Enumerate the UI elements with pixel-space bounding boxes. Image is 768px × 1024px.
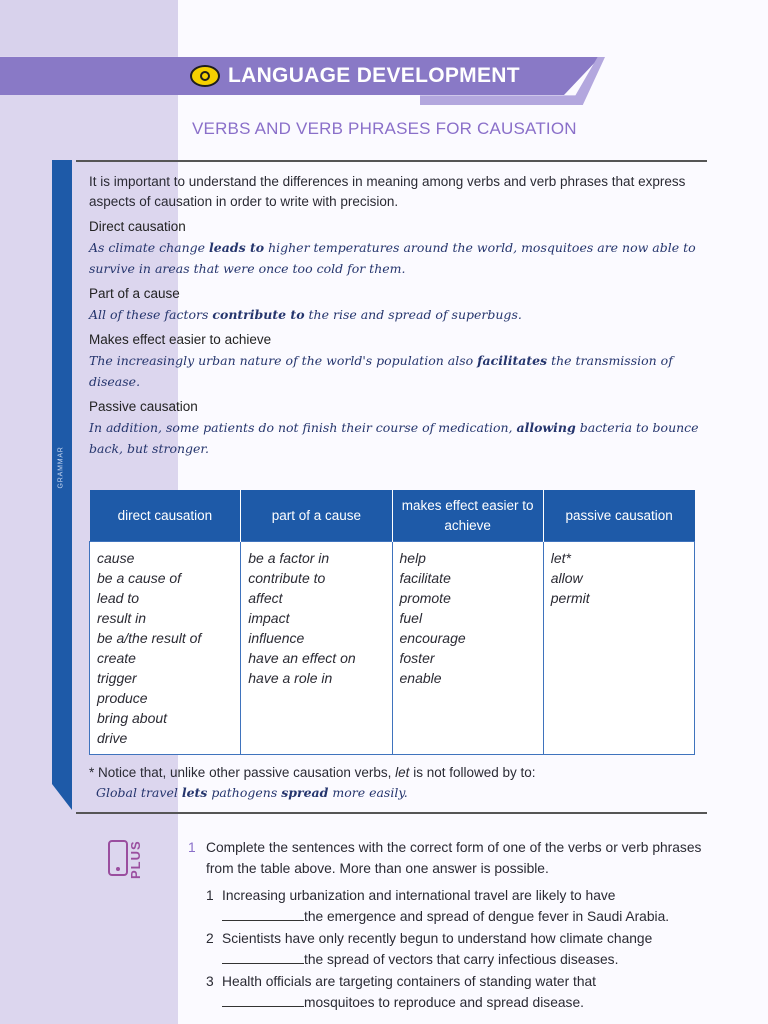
item-text: Health officials are targeting containers of standing water that bbox=[222, 974, 597, 989]
verb-item: facilitate bbox=[399, 570, 451, 586]
verb-item: impact bbox=[248, 610, 290, 626]
item-text: Scientists have only recently begun to understand how climate change bbox=[222, 931, 653, 946]
grammar-box bbox=[89, 172, 699, 459]
example-keyword: spread bbox=[281, 785, 329, 800]
verb-item: have an effect on bbox=[248, 650, 356, 666]
section-heading: Makes effect easier to achieve bbox=[89, 332, 272, 347]
example-text: In addition, some patients do not finish their course of medication, bbox=[89, 420, 517, 435]
item-text: Increasing urbanization and international travel are likely to have bbox=[222, 888, 616, 903]
section-makes-effect-easier bbox=[89, 331, 699, 392]
example-keyword: leads to bbox=[209, 240, 265, 255]
verb-item: affect bbox=[248, 590, 283, 606]
example-sentence bbox=[89, 350, 699, 392]
verb-item: enable bbox=[399, 670, 442, 686]
verb-item: allow bbox=[550, 570, 583, 586]
verb-item: fuel bbox=[399, 610, 423, 626]
section-part-of-cause bbox=[89, 285, 699, 325]
section-heading: Passive causation bbox=[89, 399, 198, 414]
item-number: 1 bbox=[206, 888, 214, 903]
example-text: bacteria to bounce back, but stronger. bbox=[89, 420, 699, 456]
table-header-row bbox=[90, 490, 695, 542]
verb-item: be a factor in bbox=[248, 550, 330, 566]
top-divider bbox=[76, 160, 707, 162]
example-sentence bbox=[89, 237, 699, 279]
verb-item: let* bbox=[550, 550, 571, 566]
verb-item: promote bbox=[399, 590, 451, 606]
example-keyword: facilitates bbox=[477, 353, 548, 368]
verb-item: permit bbox=[550, 590, 590, 606]
footnote bbox=[89, 765, 536, 780]
example-text: more easily. bbox=[328, 785, 408, 800]
column-makes-effect-easier bbox=[392, 542, 543, 755]
example-text: the rise and spread of superbugs. bbox=[304, 307, 522, 322]
left-corner-band bbox=[0, 0, 178, 56]
banner-title: LANGUAGE DEVELOPMENT bbox=[228, 64, 520, 87]
grammar-tab-label: GRAMMAR bbox=[57, 446, 65, 489]
causation-verbs-table bbox=[89, 490, 695, 755]
column-header: passive causation bbox=[543, 490, 694, 542]
example-text: The increasingly urban nature of the world's population also bbox=[89, 353, 478, 368]
item-number: 2 bbox=[206, 931, 214, 946]
verb-item: result in bbox=[97, 610, 147, 626]
verb-item: foster bbox=[399, 650, 435, 666]
answer-blank[interactable] bbox=[222, 949, 304, 964]
phone-icon bbox=[108, 840, 128, 876]
verb-item: trigger bbox=[97, 670, 137, 686]
example-sentence bbox=[89, 417, 699, 459]
verb-item: create bbox=[97, 650, 136, 666]
example-text: pathogens bbox=[207, 785, 282, 800]
section-subtitle: VERBS AND VERB PHRASES FOR CAUSATION bbox=[192, 119, 577, 138]
verb-item: be a/the result of bbox=[97, 630, 202, 646]
verb-item: contribute to bbox=[248, 570, 326, 586]
example-text: Global travel bbox=[96, 785, 182, 800]
item-text: the spread of vectors that carry infectious diseases. bbox=[304, 952, 619, 967]
column-part-of-cause bbox=[241, 542, 392, 755]
section-direct-causation bbox=[89, 218, 699, 279]
exercise-item bbox=[206, 928, 706, 970]
verb-item: be a cause of bbox=[97, 570, 182, 586]
column-header: part of a cause bbox=[241, 490, 392, 542]
section-heading: Direct causation bbox=[89, 219, 186, 234]
example-keyword: contribute to bbox=[212, 307, 305, 322]
exercise-number: 1 bbox=[188, 840, 196, 855]
example-text: higher temperatures around the world, mosquitoes are now able to survive in areas that were once too cold for them. bbox=[89, 240, 696, 276]
exercise-item bbox=[206, 885, 706, 927]
item-text: mosquitoes to reproduce and spread disease. bbox=[304, 995, 584, 1010]
verb-item: lead to bbox=[97, 590, 140, 606]
verb-item: encourage bbox=[399, 630, 466, 646]
example-text: the transmission of disease. bbox=[89, 353, 673, 389]
plus-badge bbox=[104, 836, 156, 882]
verb-item: bring about bbox=[97, 710, 168, 726]
intro-text: It is important to understand the differences in meaning among verbs and verb phrases that express aspects of causation in order to write with precision. bbox=[89, 174, 686, 209]
example-text: All of these factors bbox=[89, 307, 213, 322]
verb-item: drive bbox=[97, 730, 128, 746]
exercise-instruction: Complete the sentences with the correct form of one of the verbs or verb phrases from the table above. More than one answer is possible. bbox=[206, 840, 702, 876]
table-row bbox=[90, 542, 695, 755]
footnote-text: * Notice that, unlike other passive causation verbs, bbox=[89, 765, 396, 780]
verb-item: have a role in bbox=[248, 670, 333, 686]
item-number: 3 bbox=[206, 974, 214, 989]
eye-icon bbox=[190, 65, 220, 87]
example-sentence bbox=[89, 304, 699, 325]
verb-item: cause bbox=[97, 550, 135, 566]
section-heading: Part of a cause bbox=[89, 286, 180, 301]
verb-item: help bbox=[399, 550, 426, 566]
column-direct-causation bbox=[90, 542, 241, 755]
answer-blank[interactable] bbox=[222, 906, 304, 921]
verb-item: influence bbox=[248, 630, 305, 646]
section-passive-causation bbox=[89, 398, 699, 459]
plus-label: PLUS bbox=[128, 840, 143, 880]
bottom-divider bbox=[76, 812, 707, 814]
verb-item: produce bbox=[97, 690, 148, 706]
example-keyword: lets bbox=[181, 785, 208, 800]
example-text: As climate change bbox=[89, 240, 210, 255]
item-text: the emergence and spread of dengue fever in Saudi Arabia. bbox=[304, 909, 670, 924]
footnote-example bbox=[96, 785, 408, 800]
banner-content bbox=[190, 58, 520, 94]
example-keyword: allowing bbox=[516, 420, 576, 435]
footnote-text: is not followed by to: bbox=[409, 765, 536, 780]
column-header: makes effect easier to achieve bbox=[392, 490, 543, 542]
footnote-italic: let bbox=[395, 765, 410, 780]
exercise-item bbox=[206, 971, 706, 1013]
column-header: direct causation bbox=[90, 490, 241, 542]
column-passive-causation bbox=[543, 542, 694, 755]
answer-blank[interactable] bbox=[222, 992, 304, 1007]
